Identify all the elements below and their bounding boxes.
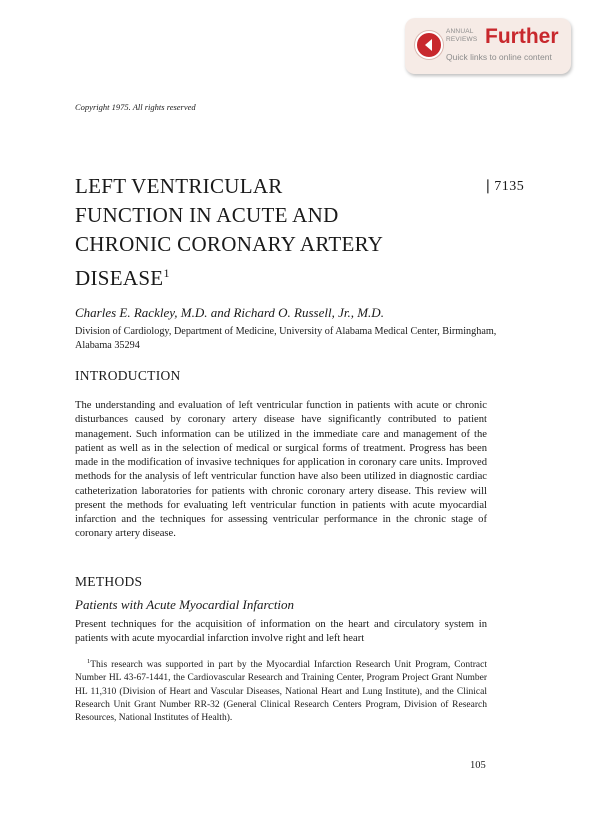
introduction-heading: INTRODUCTION <box>75 368 181 383</box>
methods-paragraph: Present techniques for the acquisition of information on the heart and circulatory system in patients with acute myocardial infarction involve right and left heart <box>75 619 487 645</box>
footnote-text: This research was supported in part by the Myocardial Infarction Research Unit Program, Contract Number HL 43-67-1441, the Cardiovascular Research and Training Center, Program Project Grant Number HL 11,310 (Division of Heart and Vascular Diseases, National Heart and Lung Institute), and the Clinical Research Unit Grant Number RR-32 (General Clinical Research Centers Program, Division of Research Resources, National Institutes of Health). <box>75 660 487 724</box>
play-arrow-icon <box>415 31 443 59</box>
footnote-mark: 1 <box>87 658 91 665</box>
further-links-badge[interactable] <box>405 18 571 74</box>
title-line: CHRONIC CORONARY ARTERY <box>75 232 384 256</box>
badge-further-label: Further <box>485 25 559 48</box>
title-line <box>75 259 455 293</box>
copyright-notice: Copyright 1975. All rights reserved <box>75 102 196 112</box>
article-title <box>75 172 455 293</box>
title-line: FUNCTION IN ACUTE AND <box>75 203 339 227</box>
introduction-paragraph: The understanding and evaluation of left ventricular function in patients with acute or chronic disturbances caused by coronary artery disease have significantly contributed to patient management. Such information can be utilized in the immediate care and management of the patient as well as in the selection of medical or surgical forms of treatment. Progress has been made in the modification of invasive techniques for application in coronary care units. Improved methods for the analysis of left ventricular function have also been utilized in diagnostic cardiac catheterization laboratories for patients with chronic coronary artery disease. This review will present the methods for evaluating left ventricular function in patients with acute myocardial infarction and the techniques for assessing ventricular performance in the chronic stage of coronary artery disease. <box>75 400 487 540</box>
title-footnote-mark: 1 <box>163 266 170 280</box>
title-last-word: DISEASE <box>75 266 164 290</box>
methods-heading: METHODS <box>75 574 143 589</box>
footnote <box>75 655 487 726</box>
affiliation: Division of Cardiology, Department of Medicine, University of Alabama Medical Center, Birmingham, Alabama 35294 <box>75 326 497 351</box>
badge-annual-label: ANNUAL <box>446 28 474 35</box>
methods-subheading: Patients with Acute Myocardial Infarction <box>75 597 295 612</box>
title-line: LEFT VENTRICULAR <box>75 174 283 198</box>
article-code: ❘7135 <box>482 179 525 194</box>
page-number: 105 <box>470 760 486 771</box>
authors: Charles E. Rackley, M.D. and Richard O. Russell, Jr., M.D. <box>75 305 384 320</box>
badge-subtitle: Quick links to online content <box>446 52 552 62</box>
badge-reviews-label: REVIEWS <box>446 36 478 43</box>
